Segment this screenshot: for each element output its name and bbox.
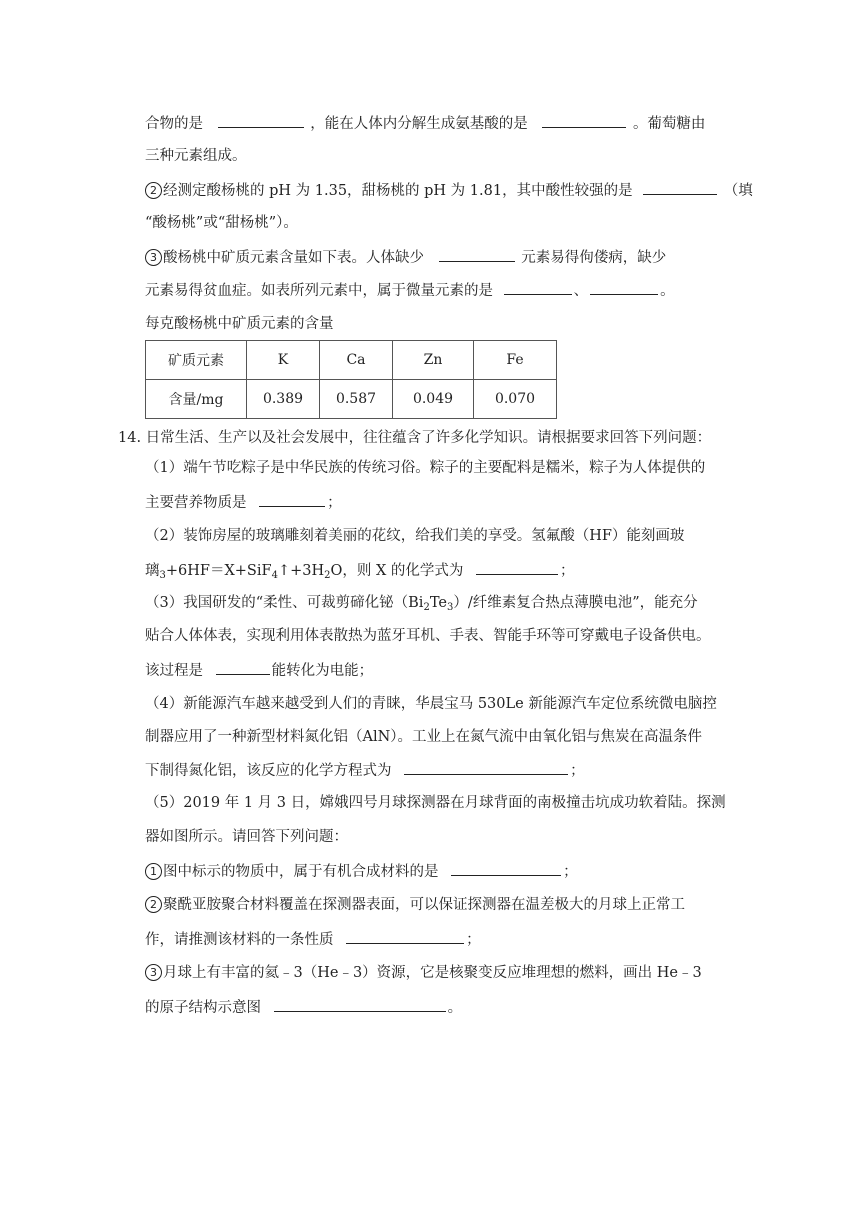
q14-sub3-line-3 (145, 660, 373, 681)
q14-sub4-line-1 (145, 694, 717, 714)
text: （4）新能源汽车越来越受到人们的青睐，华晨宝马 530Le 新能源汽车定位系统微电脑控 (145, 696, 717, 712)
text: 聚酰亚胺聚合材料覆盖在探测器表面，可以保证探测器在温差极大的月球上正常工 (163, 897, 685, 913)
q13-part-3-line-1 (145, 247, 666, 268)
answer-blank (259, 492, 325, 507)
text: 合物的是 (145, 116, 203, 132)
table-cell: 含量/mg (146, 380, 247, 419)
subscript: 3 (159, 570, 166, 581)
q13-part-2-line-1 (145, 180, 753, 201)
q14-sub5-line-2 (145, 827, 348, 847)
subscript: 2 (324, 570, 331, 581)
q14-intro (118, 428, 711, 448)
text: ； (570, 763, 585, 779)
text: （5）2019 年 1 月 3 日，嫦娥四号月球探测器在月球背面的南极撞击坑成功软着陆。探测 (145, 795, 726, 811)
text: （1）端午节吃粽子是中华民族的传统习俗。粽子的主要配料是糯米，粽子为人体提供的 (145, 460, 706, 476)
text: 。 (447, 1000, 463, 1016)
text: （2）装饰房屋的玻璃雕刻着美丽的花纹，给我们美的享受。氢氟酸（HF）能刻画玻 (145, 528, 685, 544)
q14-sub5-part-3-line-1 (145, 963, 702, 983)
table-row (146, 380, 557, 419)
answer-blank (476, 560, 558, 575)
answer-blank (218, 113, 304, 128)
circled-number: 2 (145, 896, 162, 913)
q14-sub5-part-1 (145, 861, 578, 882)
text: 元素易得贫血症。如表所列元素中，属于微量元素的是 (145, 283, 493, 299)
answer-blank (216, 660, 270, 675)
text: ↑+3H (277, 563, 325, 579)
text: （3）我国研发的“柔性、可裁剪碲化铋（Bi (145, 595, 424, 611)
text: 元素易得佝偻病，缺少 (521, 250, 667, 266)
q13-part-3-line-2 (145, 280, 675, 301)
text: “酸杨桃”或“甜杨桃”）。 (145, 215, 298, 231)
q14-sub2-line-2 (145, 560, 575, 581)
q13-line-2 (145, 146, 247, 166)
table-header-cell: Fe (474, 341, 557, 380)
answer-blank (451, 861, 561, 876)
q13-line-1 (145, 113, 705, 134)
table-cell: 0.389 (247, 380, 320, 419)
table-header-cell: 矿质元素 (146, 341, 247, 380)
circled-number: 3 (145, 964, 162, 981)
answer-blank (274, 997, 446, 1012)
text: 能转化为电能； (271, 663, 374, 679)
text: （填 (723, 183, 753, 199)
text: 酸杨桃中矿质元素含量如下表。人体缺少 (163, 250, 424, 266)
table-caption (145, 314, 334, 334)
mineral-table (145, 340, 557, 419)
text: 下制得氮化铝，该反应的化学方程式为 (145, 763, 392, 779)
text: ； (563, 864, 578, 880)
answer-blank (439, 247, 515, 262)
text: 璃 (145, 563, 160, 579)
text: 的原子结构示意图 (145, 1000, 261, 1016)
circled-number: 2 (145, 182, 162, 199)
circled-number: 1 (145, 863, 162, 880)
text: 14. 日常生活、生产以及社会发展中，往往蕴含了许多化学知识。请根据要求回答下列问题： (118, 430, 712, 446)
table-header-cell: Ca (320, 341, 393, 380)
text: Te (429, 595, 447, 611)
text: +6HF＝X+SiF (165, 563, 272, 579)
text: 贴合人体体表，实现利用体表散热为蓝牙耳机、手表、智能手环等可穿戴电子设备供电。 (145, 628, 711, 644)
text: ； (466, 932, 481, 948)
text: 图中标示的物质中，属于有机合成材料的是 (163, 864, 439, 880)
q13-part-2-line-2 (145, 213, 298, 233)
q14-sub3-line-1 (145, 593, 698, 613)
text: ，能在人体内分解生成氨基酸的是 (310, 116, 528, 132)
table-cell: 0.070 (474, 380, 557, 419)
answer-blank (643, 180, 717, 195)
text: ； (560, 563, 575, 579)
table-header-cell: Zn (393, 341, 474, 380)
answer-blank (504, 280, 572, 295)
text: 器如图所示。请回答下列问题： (145, 829, 348, 845)
answer-blank (404, 760, 568, 775)
q14-sub1-line-2 (145, 492, 342, 513)
table-header-row (146, 341, 557, 380)
q14-sub5-part-2-line-2 (145, 929, 481, 950)
answer-blank (590, 280, 658, 295)
answer-blank (346, 929, 464, 944)
subscript: 4 (271, 570, 278, 581)
text: O，则 X 的化学式为 (330, 563, 464, 579)
text: 该过程是 (145, 663, 203, 679)
text: 三种元素组成。 (145, 148, 247, 164)
text: 。 (660, 283, 675, 299)
text: 月球上有丰富的氦﹣3（He﹣3）资源，它是核聚变反应堆理想的燃料，画出 He﹣3 (163, 965, 702, 981)
subscript: 2 (423, 602, 430, 613)
text: 、 (573, 283, 589, 299)
q14-sub5-part-3-line-2 (145, 997, 462, 1018)
subscript: 3 (446, 602, 454, 613)
text: 制器应用了一种新型材料氮化铝（AlN）。工业上在氮气流中由氧化铝与焦炭在高温条件 (145, 729, 703, 745)
text: 。葡萄糖由 (632, 116, 706, 132)
q14-sub4-line-2 (145, 727, 702, 747)
text: 经测定酸杨桃的 pH 为 1.35，甜杨桃的 pH 为 1.81，其中酸性较强的是 (163, 183, 633, 199)
text: 作，请推测该材料的一条性质 (145, 932, 334, 948)
q14-sub5-part-2-line-1 (145, 895, 685, 915)
q14-sub3-line-2 (145, 626, 711, 646)
q14-sub5-line-1 (145, 793, 726, 813)
circled-number: 3 (145, 249, 162, 266)
text: 主要营养物质是 (145, 495, 247, 511)
q14-sub2-line-1 (145, 526, 684, 546)
table-header-cell: K (247, 341, 320, 380)
table-cell: 0.049 (393, 380, 474, 419)
text: 每克酸杨桃中矿质元素的含量 (145, 316, 334, 332)
table-cell: 0.587 (320, 380, 393, 419)
answer-blank (542, 113, 626, 128)
q14-sub4-line-3 (145, 760, 585, 781)
q14-sub1-line-1 (145, 458, 705, 478)
text: ； (327, 495, 342, 511)
text: ）/纤维素复合热点薄膜电池”，能充分 (453, 595, 698, 611)
